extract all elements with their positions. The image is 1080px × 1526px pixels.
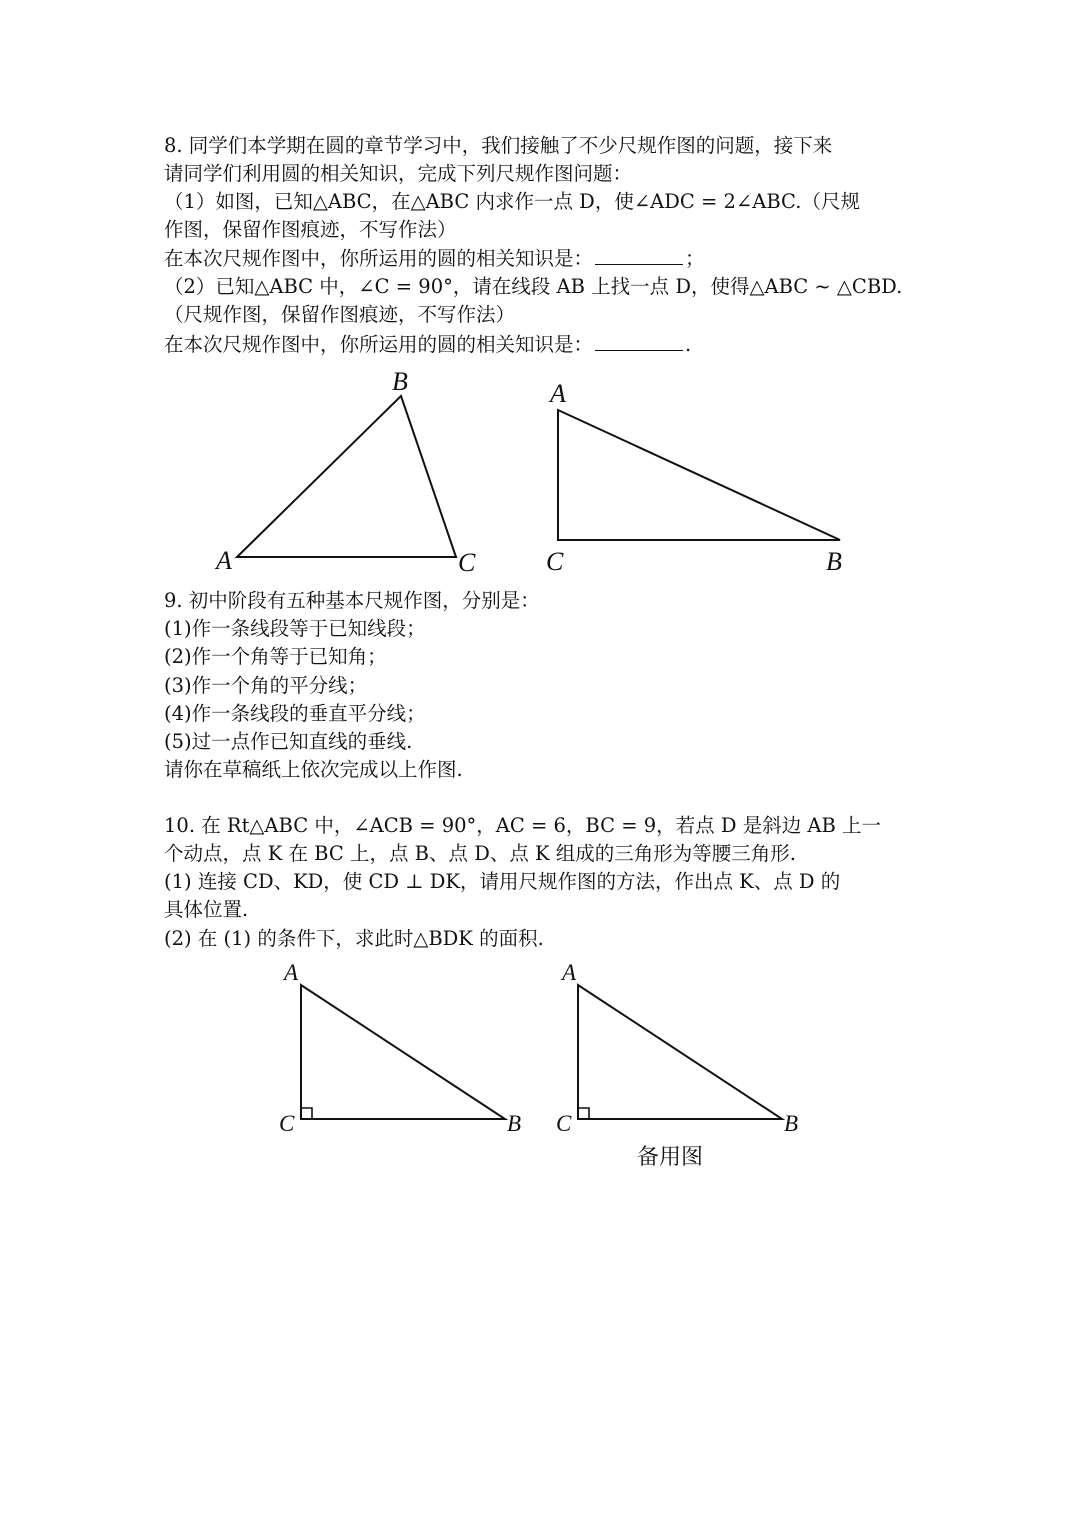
fig4-caption: 备用图 <box>637 1145 704 1170</box>
fig4-label-a: A <box>562 960 577 985</box>
q8-line-2: 请同学们利用圆的相关知识，完成下列尺规作图问题： <box>164 162 633 185</box>
q8-line-1: 8. 同学们本学期在圆的章节学习中，我们接触了不少尺规作图的问题，接下来 <box>164 134 833 157</box>
q9-title: 9. 初中阶段有五种基本尺规作图，分别是： <box>164 589 540 612</box>
q8-line-8-end: . <box>685 333 692 356</box>
q8-line-7: （尺规作图，保留作图痕迹，不写作法） <box>164 303 516 326</box>
q10-line-3: (1) 连接 CD、KD，使 CD ⊥ DK，请用尺规作图的方法，作出点 K、点 D 的 <box>164 870 841 893</box>
fig2-label-b: B <box>826 547 842 576</box>
fig4-label-b: B <box>784 1111 799 1136</box>
q8-knowledge-prompt-1: 在本次尺规作图中，你所运用的圆的相关知识是： <box>164 247 594 270</box>
q8-knowledge-prompt-2: 在本次尺规作图中，你所运用的圆的相关知识是： <box>164 333 594 356</box>
q10-line-4: 具体位置. <box>164 898 249 921</box>
fig1-label-b: B <box>392 367 408 396</box>
q9-item-4: (4)作一条线段的垂直平分线； <box>164 702 426 725</box>
fig3-right-angle-mark <box>301 1108 312 1119</box>
fig1-label-a: A <box>216 546 232 575</box>
fig4-right-angle-mark <box>578 1108 589 1119</box>
fig4-triangle-abc <box>578 985 782 1119</box>
fig1-label-c: C <box>458 548 476 577</box>
q9-item-2: (2)作一个角等于已知角； <box>164 645 387 668</box>
fig4-label-c: C <box>556 1111 572 1136</box>
fig2-triangle-abc <box>558 410 840 540</box>
q9-item-3: (3)作一个角的平分线； <box>164 674 368 697</box>
q8-line-5-end: ； <box>685 247 705 270</box>
fig3-label-c: C <box>279 1111 295 1136</box>
q10-line-2: 个动点，点 K 在 BC 上，点 B、点 D、点 K 组成的三角形为等腰三角形. <box>164 842 796 865</box>
q8-line-3: （1）如图，已知△ABC，在△ABC 内求作一点 D，使∠ADC = 2∠ABC.（尺规 <box>164 190 860 213</box>
fig2-label-c: C <box>546 547 564 576</box>
q8-line-6: （2）已知△ABC 中，∠C = 90°，请在线段 AB 上找一点 D，使得△ABC ~ △CBD. <box>164 275 903 298</box>
fig2-label-a: A <box>550 379 566 408</box>
q8-line-4: 作图，保留作图痕迹，不写作法） <box>164 218 457 241</box>
fig3-label-a: A <box>284 960 299 985</box>
q9-closing: 请你在草稿纸上依次完成以上作图. <box>164 758 463 781</box>
fig1-triangle-abc <box>237 396 456 557</box>
fig3-label-b: B <box>507 1111 522 1136</box>
q9-item-1: (1)作一条线段等于已知线段； <box>164 617 426 640</box>
q9-item-5: (5)过一点作已知直线的垂线. <box>164 730 413 753</box>
fig3-triangle-abc <box>301 985 505 1119</box>
q10-line-5: (2) 在 (1) 的条件下，求此时△BDK 的面积. <box>164 927 544 950</box>
q10-line-1: 10. 在 Rt△ABC 中，∠ACB = 90°，AC = 6，BC = 9，若点 D 是斜边 AB 上一 <box>164 814 882 837</box>
